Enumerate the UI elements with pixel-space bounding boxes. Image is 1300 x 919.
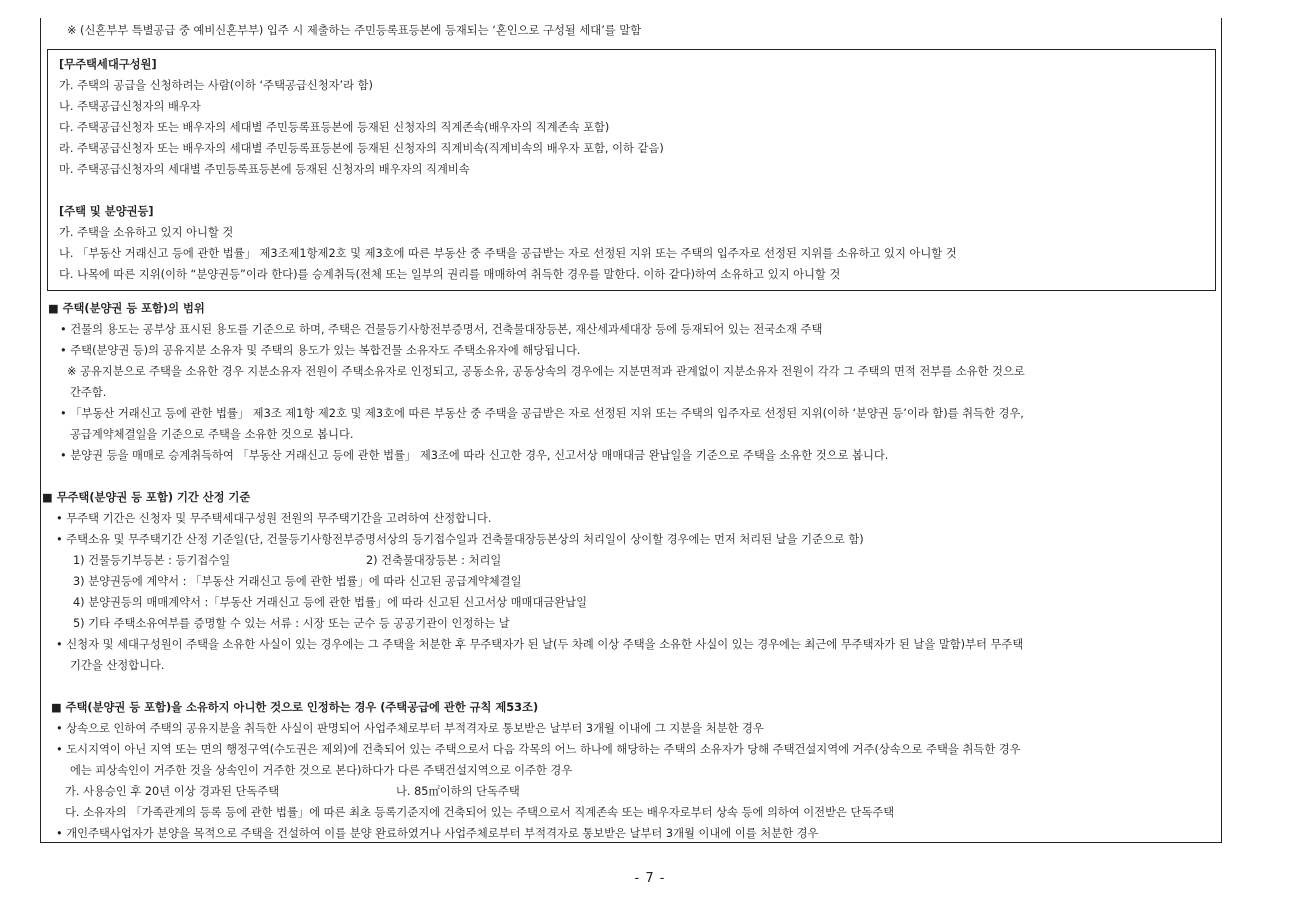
list-item: • 주택소유 및 무주택기간 산정 기준일(단, 건물등기사항전부증명서상의 등기접수일과 건축물대장등본상의 처리일이 상이할 경우에는 먼저 처리된 날을 기준으로 함) (56, 533, 864, 546)
sub-item: 4) 분양권등의 매매계약서 :「부동산 거래신고 등에 관한 법률」에 따라 신고된 신고서상 매매대금완납일 (73, 596, 588, 609)
section-title-exceptions: ■ 주택(분양권 등 포함)을 소유하지 아니한 것으로 인정하는 경우 (주택공급에 관한 규칙 제53조) (51, 701, 539, 714)
list-item: • 무주택 기간은 신청자 및 무주택세대구성원 전원의 무주택기간을 고려하여 산정합니다. (56, 512, 492, 525)
note-line: ※ 공유지분으로 주택을 소유한 경우 지분소유자 전원이 주택소유자로 인정되고, 공동소유, 공동상속의 경우에는 지분면적과 관계없이 지분소유자 전원이 각각 그 주택의 면적 전부를 소유한 것으로 (67, 365, 1025, 378)
section-title-period: ■ 무주택(분양권 등 포함) 기간 산정 기준 (42, 491, 251, 504)
list-item: • 건물의 용도는 공부상 표시된 용도를 기준으로 하며, 주택은 건물등기사항전부증명서, 건축물대장등본, 재산세과세대장 등에 등재되어 있는 전국소재 주택 (60, 323, 823, 336)
members-item: 나. 주택공급신청자의 배우자 (59, 100, 201, 113)
list-item: • 신청자 및 세대구성원이 주택을 소유한 사실이 있는 경우에는 그 주택을 처분한 후 무주택자가 된 날(두 차례 이상 주택을 소유한 사실이 있는 경우에는 최근에 무주택자가 된 날을 말함)부터 무주택 (56, 638, 1024, 651)
sub-item: 1) 건물등기부등본 : 등기접수일 (73, 554, 231, 567)
list-item-continued: 공급계약체결일을 기준으로 주택을 소유한 것으로 봅니다. (70, 428, 354, 441)
sub-item: 다. 소유자의 「가족관계의 등록 등에 관한 법률」에 따른 최초 등록기준지에 건축되어 있는 주택으로서 직계존속 또는 배우자로부터 상속 등에 의하여 이전받은 단독주택 (65, 806, 895, 819)
list-item: • 주택(분양권 등)의 공유지분 소유자 및 주택의 용도가 있는 복합건물 소유자도 주택소유자에 해당됩니다. (60, 344, 581, 357)
list-item: • 「부동산 거래신고 등에 관한 법률」 제3조 제1항 제2호 및 제3호에 따른 부동산 중 주택을 공급받은 자로 선정된 지위 또는 주택의 입주자로 선정된 지위(이하 ‘분양권 등’이라 함)를 취득한 경우, (60, 407, 1024, 420)
housing-item: 가. 주택을 소유하고 있지 아니할 것 (59, 226, 234, 239)
members-item: 가. 주택의 공급을 신청하려는 사람(이하 ‘주택공급신청자’라 함) (59, 79, 373, 92)
note-line: 간주함. (70, 386, 107, 399)
sub-item: 나. 85㎡이하의 단독주택 (396, 785, 520, 798)
list-item: • 개인주택사업자가 분양을 목적으로 주택을 건설하여 이를 분양 완료하였거나 사업주체로부터 부적격자로 통보받은 날부터 3개월 이내에 이를 처분한 경우 (56, 827, 819, 840)
sub-item: 5) 기타 주택소유여부를 증명할 수 있는 서류 : 시장 또는 군수 등 공공기관이 인정하는 날 (73, 617, 510, 630)
page-number: - 7 - (634, 871, 666, 886)
members-item: 다. 주택공급신청자 또는 배우자의 세대별 주민등록표등본에 등재된 신청자의 직계존속(배우자의 직계존속 포함) (59, 121, 610, 134)
list-item-continued: 에는 피상속인이 거주한 것을 상속인이 거주한 것으로 본다)하다가 다른 주택건설지역으로 이주한 경우 (70, 764, 573, 777)
list-item: • 상속으로 인하여 주택의 공유지분을 취득한 사실이 판명되어 사업주체로부터 부적격자로 통보받은 날부터 3개월 이내에 그 지분을 처분한 경우 (56, 722, 764, 735)
sub-item: 2) 건축물대장등본 : 처리일 (366, 554, 502, 567)
list-item-continued: 기간을 산정합니다. (70, 659, 165, 672)
sub-item: 3) 분양권등에 계약서 : 「부동산 거래신고 등에 관한 법률」에 따라 신고된 공급계약체결일 (73, 575, 522, 588)
members-item: 라. 주택공급신청자 또는 배우자의 세대별 주민등록표등본에 등재된 신청자의 직계비속(직계비속의 배우자 포함, 이하 같음) (59, 142, 664, 155)
list-item: • 도시지역이 아닌 지역 또는 면의 행정구역(수도권은 제외)에 건축되어 있는 주택으로서 다음 각목의 어느 하나에 해당하는 주택의 소유자가 당해 주택건설지역에 거주(상속으로 주택을 취득한 경우 (56, 743, 1021, 756)
section-title-scope: ■ 주택(분양권 등 포함)의 범위 (48, 302, 205, 315)
housing-item: 다. 나목에 따른 지위(이하 “분양권등”이라 한다)를 승계취득(전체 또는 일부의 권리를 매매하여 취득한 경우를 말한다. 이하 같다)하여 소유하고 있지 아니할 것 (59, 268, 841, 281)
housing-item: 나. 「부동산 거래신고 등에 관한 법률」 제3조제1항제2호 및 제3호에 따른 부동산 중 주택을 공급받는 자로 선정된 지위 또는 주택의 입주자로 선정된 지위를 소유하고 있지 아니할 것 (59, 247, 957, 260)
members-title: [무주택세대구성원] (59, 58, 157, 71)
top-note: ※ (신혼부부 특별공급 중 예비신혼부부) 입주 시 제출하는 주민등록표등본에 등재되는 ‘혼인으로 구성될 세대’를 말함 (67, 24, 642, 37)
housing-title: [주택 및 분양권등] (59, 205, 154, 218)
sub-item: 가. 사용승인 후 20년 이상 경과된 단독주택 (65, 785, 280, 798)
list-item: • 분양권 등을 매매로 승계취득하여 「부동산 거래신고 등에 관한 법률」 제3조에 따라 신고한 경우, 신고서상 매매대금 완납일을 기준으로 주택을 소유한 것으로 봅니다. (60, 449, 889, 462)
members-item: 마. 주택공급신청자의 세대별 주민등록표등본에 등재된 신청자의 배우자의 직계비속 (59, 163, 470, 176)
